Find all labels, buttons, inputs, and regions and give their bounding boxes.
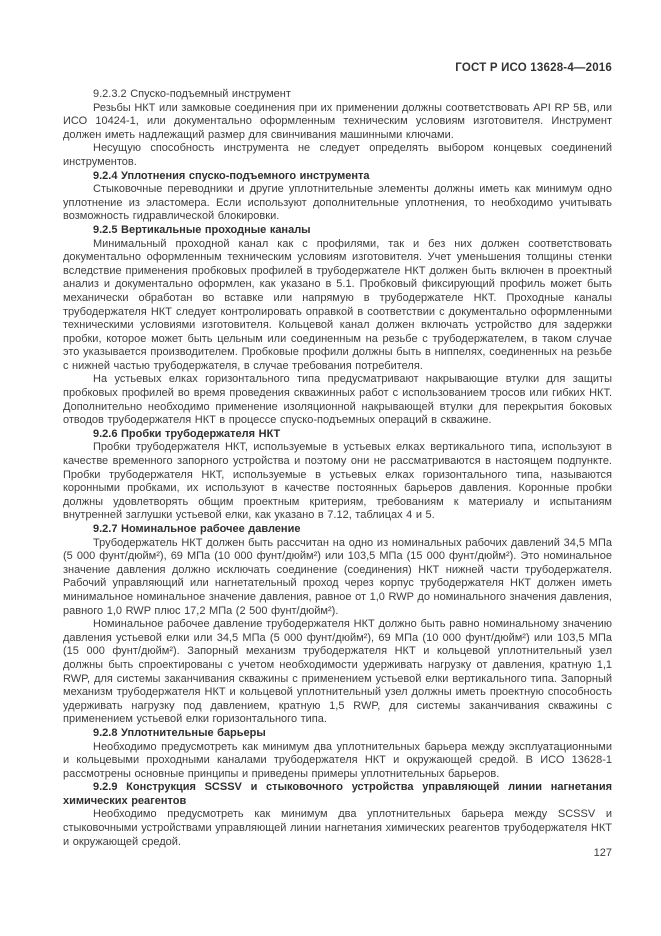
paragraph: Необходимо предусмотреть как минимум два уплотнительных барьера между SCSSV и стыковочными устройствами управляющей линии нагнетания химических реагентов трубодержателя НКТ и окружающей средой.: [63, 808, 612, 848]
section-heading: 9.2.7 Номинальное рабочее давление: [93, 523, 301, 535]
paragraph: Стыковочные переводники и другие уплотнительные элементы должны иметь как минимум одно уплотнение из эластомера. Если используют дополнительные уплотнения, то необходимо учитывать возможность гидравлической блокировки.: [63, 183, 612, 223]
paragraph: Минимальный проходной канал как с профилями, так и без них должен соответствовать документально оформленным техническим условиям изготовителя. Учет уменьшения толщины стенки вследствие применения пробковых профилей в трубодержателе НКТ должен быть включен в проектный анализ и документально оформлен, как указано в 5.1. Пробковый фиксирующий профиль может быть механически обработан во вставке или напрямую в трубодержателе НКТ. Проходные каналы трубодержателя НКТ следует контролировать оправкой в соответствии с документально оформленными техническими условиями изготовителя. Кольцевой канал должен включать устройство для задержки пробки, которое может быть цельным или соединенным на резьбе с трубодержателем, в таком случае это указывается производителем. Пробковые профили должны быть в ниппелях, соединенных на резьбе с нижней частью трубодержателя, в случае требования потребителя.: [63, 237, 612, 372]
section-heading: 9.2.6 Пробки трубодержателя НКТ: [93, 427, 281, 440]
paragraph: Резьбы НКТ или замковые соединения при их применении должны соответствовать API RP 5B, или ИСО 10424-1, или документально оформленным техническим условиям изготовителя. Инструмент должен иметь надлежащий размер для свинчивания машинными ключами.: [63, 101, 612, 141]
document-content: [63, 88, 612, 849]
paragraph: На устьевых елках горизонтального типа предусматривают накрывающие втулки для защиты пробковых профилей во время проведения скважинных работ с использованием тросов или гибких НКТ. Дополнительно необходимо применение изоляционной накрывающей втулки для перекрытия боковых отводов трубодержателя НКТ в процессе спуско-подъемных операций в скважине.: [63, 373, 612, 427]
paragraph: Номинальное рабочее давление трубодержателя НКТ должно быть равно номинальному значению давления устьевой елки или 34,5 МПа (5 000 фунт/дюйм²), 69 МПа (10 000 фунт/дюйм²) или 103,5 МПа (15 000 фунт/дюйм²). Запорный механизм трубодержателя НКТ и кольцевой уплотнительный узел должны быть спроектированы с учетом необходимости удерживать нагрузку от давления, кратную 1,1 RWP, для системы заканчивания скважины с применением устьевой елки вертикального типа. Запорный механизм трубодержателя НКТ и кольцевой уплотнительный узел должны иметь проектную способность удерживать нагрузку под давлением, кратную 1,5 RWP, для системы заканчивания скважины с применением устьевой елки горизонтального типа.: [63, 618, 612, 726]
section-heading: 9.2.3.2 Спуско-подъемный инструмент: [93, 88, 291, 100]
section-heading: 9.2.8 Уплотнительные барьеры: [93, 726, 266, 739]
paragraph: Трубодержатель НКТ должен быть рассчитан на одно из номинальных рабочих давлений 34,5 МПа (5 000 фунт/дюйм²), 69 МПа (10 000 фунт/дюйм²) или 103,5 МПа (15 000 фунт/дюйм²). Это номинальное значение давления должно исключать соединение (соединения) НКТ нижней части трубодержателя. Рабочий управляющий или нагнетательный проход через корпус трубодержателя НКТ должен иметь минимальное номинальное значение давления, равное от 1,0 RWP до номинального значения давления, равного 1,0 RWP плюс 17,2 МПа (2 500 фунт/дюйм²).: [63, 536, 612, 617]
section-heading: 9.2.4 Уплотнения спуско-подъемного инструмента: [93, 169, 370, 182]
page-number: 127: [593, 847, 612, 859]
document-header: ГОСТ Р ИСО 13628-4—2016: [455, 62, 612, 74]
section-heading: 9.2.5 Вертикальные проходные каналы: [93, 223, 311, 236]
paragraph: Несущую способность инструмента не следует определять выбором концевых соединений инструментов.: [63, 142, 612, 168]
section-heading: 9.2.9 Конструкция SCSSV и стыковочного устройства управляющей линии нагнетания химических реагентов: [63, 781, 612, 807]
paragraph: Необходимо предусмотреть как минимум два уплотнительных барьера между эксплуатационными и кольцевыми проходными каналами трубодержателя НКТ и окружающей средой. В ИСО 13628-1 рассмотрены основные принципы и приведены примеры уплотнительных барьеров.: [63, 740, 612, 780]
paragraph: Пробки трубодержателя НКТ, используемые в устьевых елках вертикального типа, используют в качестве временного запорного устройства и поэтому они не рассматриваются в настоящем подпункте. Пробки трубодержателя НКТ, используемые в устьевых елках горизонтального типа, называются коронными пробками, их используют в качестве постоянных барьеров давления. Коронные пробки должны удовлетворять общим проектным критериям, требованиям к материалу и испытаниям внутренней заглушки устьевой елки, как указано в 7.12, таблицах 4 и 5.: [63, 441, 612, 522]
